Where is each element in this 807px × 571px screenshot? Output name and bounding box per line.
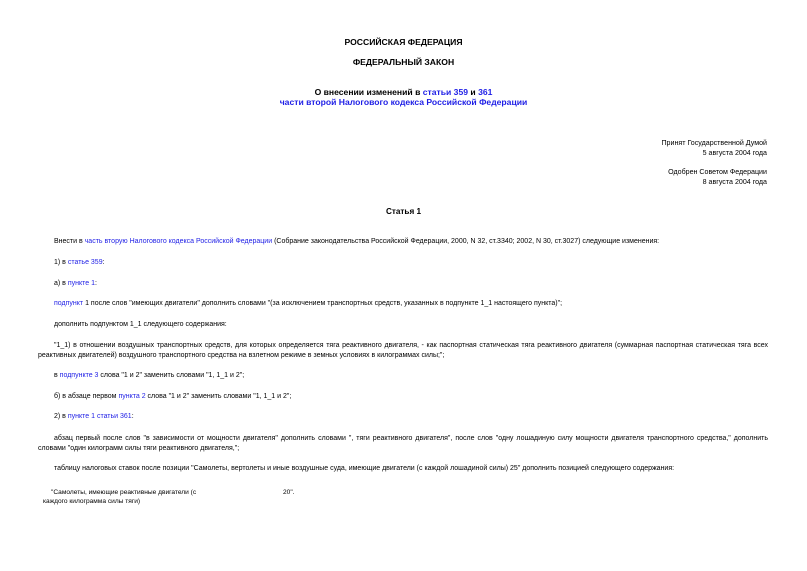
council-label: Одобрен Советом Федерации bbox=[668, 168, 767, 176]
law-title-line1 bbox=[0, 87, 807, 97]
item-1: 1) в статье 359: bbox=[54, 259, 105, 266]
header-country: РОССИЙСКАЯ ФЕДЕРАЦИЯ bbox=[344, 37, 463, 47]
table-row-col1-line1: "Самолеты, имеющие реактивные двигатели (с bbox=[51, 489, 197, 496]
subpoint-1-paragraph: подпункт 1 после слов "имеющих двигатели" дополнить словами "(за исключением транспортных средств, указанных в подпункте 1_1 настоящего пункта)"; bbox=[54, 300, 563, 307]
header-law-type: ФЕДЕРАЛЬНЫЙ ЗАКОН bbox=[352, 57, 455, 67]
intro-paragraph: Внести в часть вторую Налогового кодекса Российской Федерации (Собрание законодательства Российской Федерации, 2000, N 32, ст.3340; 2002, N 30, ст.3027) следующие изменения: bbox=[54, 238, 660, 245]
add-subpoint-paragraph: дополнить подпунктом 1_1 следующего содержания: bbox=[54, 321, 227, 328]
link-subpoint-3[interactable]: подпункте 3 bbox=[59, 372, 99, 379]
duma-label: Принят Государственной Думой bbox=[661, 139, 767, 147]
link-article-359-ref[interactable]: статье 359 bbox=[67, 259, 103, 266]
article-heading: Статья 1 bbox=[385, 207, 422, 216]
quoted-subpoint-paragraph: "1_1) в отношении воздушных транспортных средств, для которых определяется тяга реактивного двигателя, - как паспортная статическая тяга реактивного двигателя (суммарная паспортная статическая тяга всех реактивных двигателей) воздушного транспортного средства на взлетном режиме в земных условиях в килограммах силы;"; bbox=[38, 342, 768, 359]
link-point-2[interactable]: пункта 2 bbox=[118, 393, 146, 400]
tax-rate-table-paragraph: таблицу налоговых ставок после позиции "Самолеты, вертолеты и иные воздушные суда, имеющие двигатели (с каждой лошадиной силы) 25" дополнить позицией следующего содержания: bbox=[54, 465, 675, 472]
table-row-col2: 20". bbox=[283, 489, 295, 496]
item-2: 2) в пункте 1 статьи 361: bbox=[54, 413, 134, 420]
link-subpoint[interactable]: подпункт bbox=[54, 300, 84, 307]
title-mid: и bbox=[468, 87, 479, 97]
title-prefix: О внесении изменений в bbox=[314, 87, 423, 97]
link-article-359[interactable]: статьи 359 bbox=[422, 87, 469, 97]
adoption-duma bbox=[661, 138, 767, 158]
link-article-361[interactable]: 361 bbox=[478, 87, 493, 97]
item-1a: а) в пункте 1: bbox=[54, 280, 97, 287]
link-tax-code-part2[interactable]: части второй Налогового кодекса Российской Федерации bbox=[279, 97, 528, 107]
link-point-1-article-361[interactable]: пункте 1 статьи 361 bbox=[67, 413, 132, 420]
subpoint-3-paragraph: в подпункте 3 слова "1 и 2" заменить словами "1, 1_1 и 2"; bbox=[54, 372, 245, 379]
table-row-col1-line2: каждого килограмма силы тяги) bbox=[43, 498, 141, 505]
adoption-council bbox=[668, 167, 767, 187]
paragraph-one-amendment: абзац первый после слов "в зависимости от мощности двигателя" дополнить словами ", тяги реактивного двигателя", после слов "одну лошадиную силу мощности двигателя транспортного средства," дополнить словами "один килограмм силы тяги реактивного двигателя,"; bbox=[38, 435, 768, 452]
link-point-1[interactable]: пункте 1 bbox=[67, 280, 95, 287]
link-tax-code[interactable]: часть вторую Налогового кодекса Российской Федерации bbox=[84, 238, 273, 245]
duma-date: 5 августа 2004 года bbox=[702, 149, 767, 157]
item-1b: б) в абзаце первом пункта 2 слова "1 и 2" заменить словами "1, 1_1 и 2"; bbox=[54, 393, 292, 400]
council-date: 8 августа 2004 года bbox=[702, 178, 767, 186]
law-title-line2 bbox=[0, 97, 807, 107]
